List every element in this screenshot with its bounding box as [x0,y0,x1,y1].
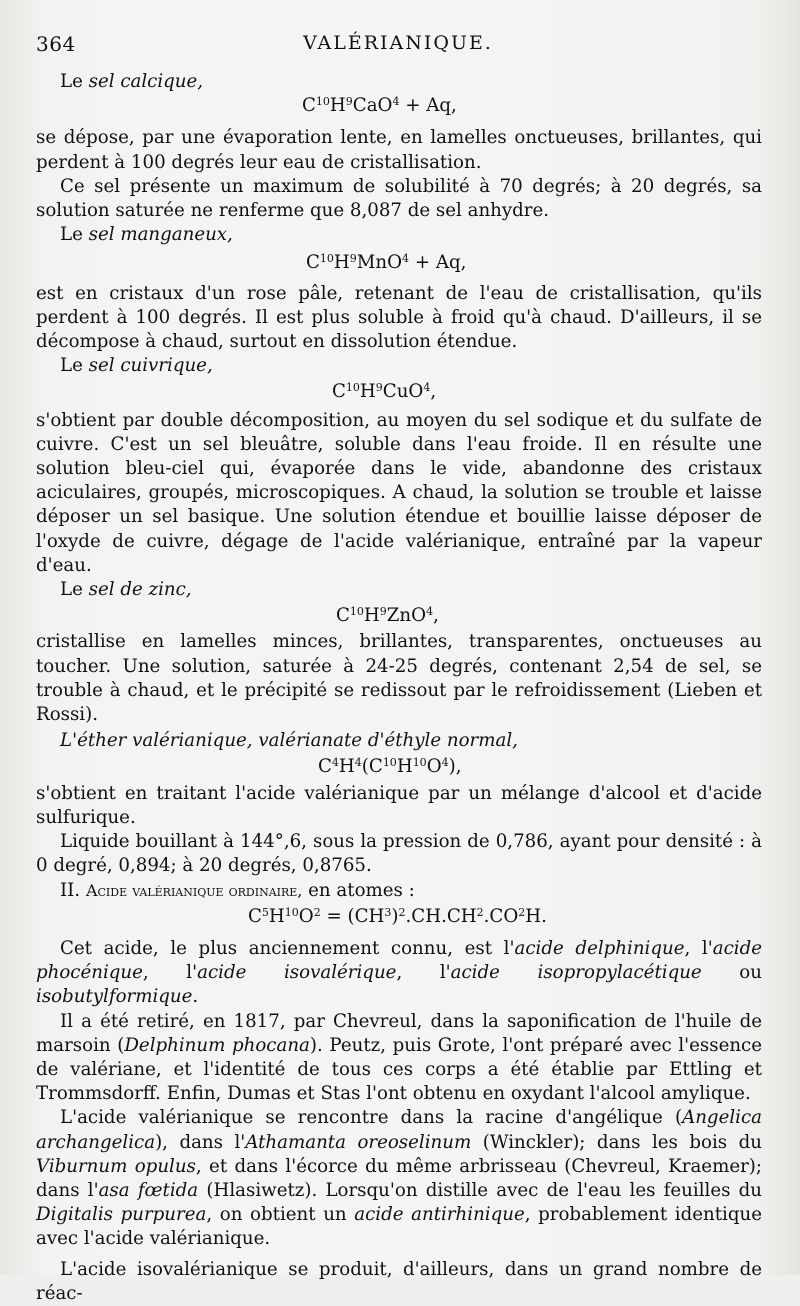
paragraph: Le sel manganeux, [60,224,233,246]
formula: $C^{10}H^9CaO^4 + Aq$, [302,95,457,117]
paragraph: Le sel cuivrique, [60,355,213,377]
running-head: VALÉRIANIQUE. [303,32,493,54]
paragraph: Ce sel présente un maximum de solubilité à 70 degrés; à 20 degrés, sa solution saturée ne renferme que 8,087 de sel anhydre. [36,175,762,222]
term: sel manganeux, [88,224,233,246]
page-number: 364 [36,32,76,56]
term: L'éther valérianique, valérianate d'éthyle normal, [60,730,518,752]
paragraph: Il a été retiré, en 1817, par Chevreul, dans la saponification de l'huile de marsoin (Delphinum phocana). Peutz, puis Grote, l'ont préparé avec l'essence de valériane, et l'identité de tous ces corps a été établie par Ettling et Trommsdorff. Enfin, Dumas et Stas l'ont obtenu en oxydant l'alcool amylique. [36,1010,762,1105]
paragraph: cristallise en lamelles minces, brillantes, transparentes, onctueuses au toucher. Une solution, saturée à 24-25 degrés, contenant 2,54 de sel, se trouble à chaud, et le précipité se redissout par le refroidissement (Lieben et Rossi). [36,631,762,726]
paragraph: L'acide isovalérianique se produit, d'ailleurs, dans un grand nombre de réac- [36,1258,762,1304]
paragraph: s'obtient en traitant l'acide valérianique par un mélange d'alcool et d'acide sulfurique. [36,782,762,828]
paragraph: est en cristaux d'un rose pâle, retenant de l'eau de cristallisation, qu'ils perdent à 100 degrés. Il est plus soluble à froid qu'à chaud. D'ailleurs, il se décompose à chaud, surtout en dissolution étendue. [36,282,762,353]
page-body [36,70,762,1306]
paragraph: s'obtient par double décomposition, au moyen du sel sodique et du sulfate de cuivre. C'est un sel bleuâtre, soluble dans l'eau froide. Il en résulte une solution bleu-ciel qui, évaporée dans le vide, abandonne des cristaux aciculaires, groupés, microscopiques. A chaud, la solution se trouble et laisse déposer un sel basique. Une solution étendue et bouillie laisse déposer de l'oxyde de cuivre, dégage de l'acide valérianique, entraîné par la vapeur d'eau. [36,409,762,576]
section-heading: II. Acide valérianique ordinaire, en atomes : [60,879,415,901]
term: sel de zinc, [88,579,192,601]
page-header [36,32,760,56]
paragraph [36,729,762,753]
paragraph: Le sel calcique, [60,71,204,92]
paragraph: Cet acide, le plus anciennement connu, est l'acide delphinique, l'acide phocénique, l'acide isovalérique, l'acide isopropylacétique ou isobutylformique. [36,937,762,1008]
paragraph: Le sel de zinc, [60,579,192,601]
term: sel calcique, [88,71,204,92]
paragraph: L'acide valérianique se rencontre dans la racine d'angélique (Angelica archangelica), dans l'Athamanta oreoselinum (Winckler); dans les bois du Viburnum opulus, et dans l'écorce du même arbrisseau (Chevreul, Kraemer); dans l'asa fœtida (Hlasiwetz). Lorsqu'on distille avec de l'eau les feuilles du Digitalis purpurea, on obtient un acide antirhinique, probablement identique avec l'acide valérianique. [36,1107,763,1250]
paragraph: se dépose, par une évaporation lente, en lamelles onctueuses, brillantes, qui perdent à 100 degrés leur eau de cristallisation. [36,127,762,173]
formula: $C^{10}H^9ZnO^4$, [336,605,439,627]
formula: $C^{10}H^9MnO^4 + Aq$, [306,252,467,274]
formula: $C^{10}H^9CuO^4$, [332,381,437,403]
term: sel cuivrique, [88,355,213,377]
formula: $C^4H^4(C^{10}H^{10}O^4)$, [318,756,462,778]
formula: $C^5H^{10}O^2 = (CH^3)^2.CH.CH^2.CO^2H$. [248,905,547,927]
paragraph: Liquide bouillant à 144°,6, sous la pression de 0,786, ayant pour densité : à 0 degré, 0,894; à 20 degrés, 0,8765. [36,831,762,877]
